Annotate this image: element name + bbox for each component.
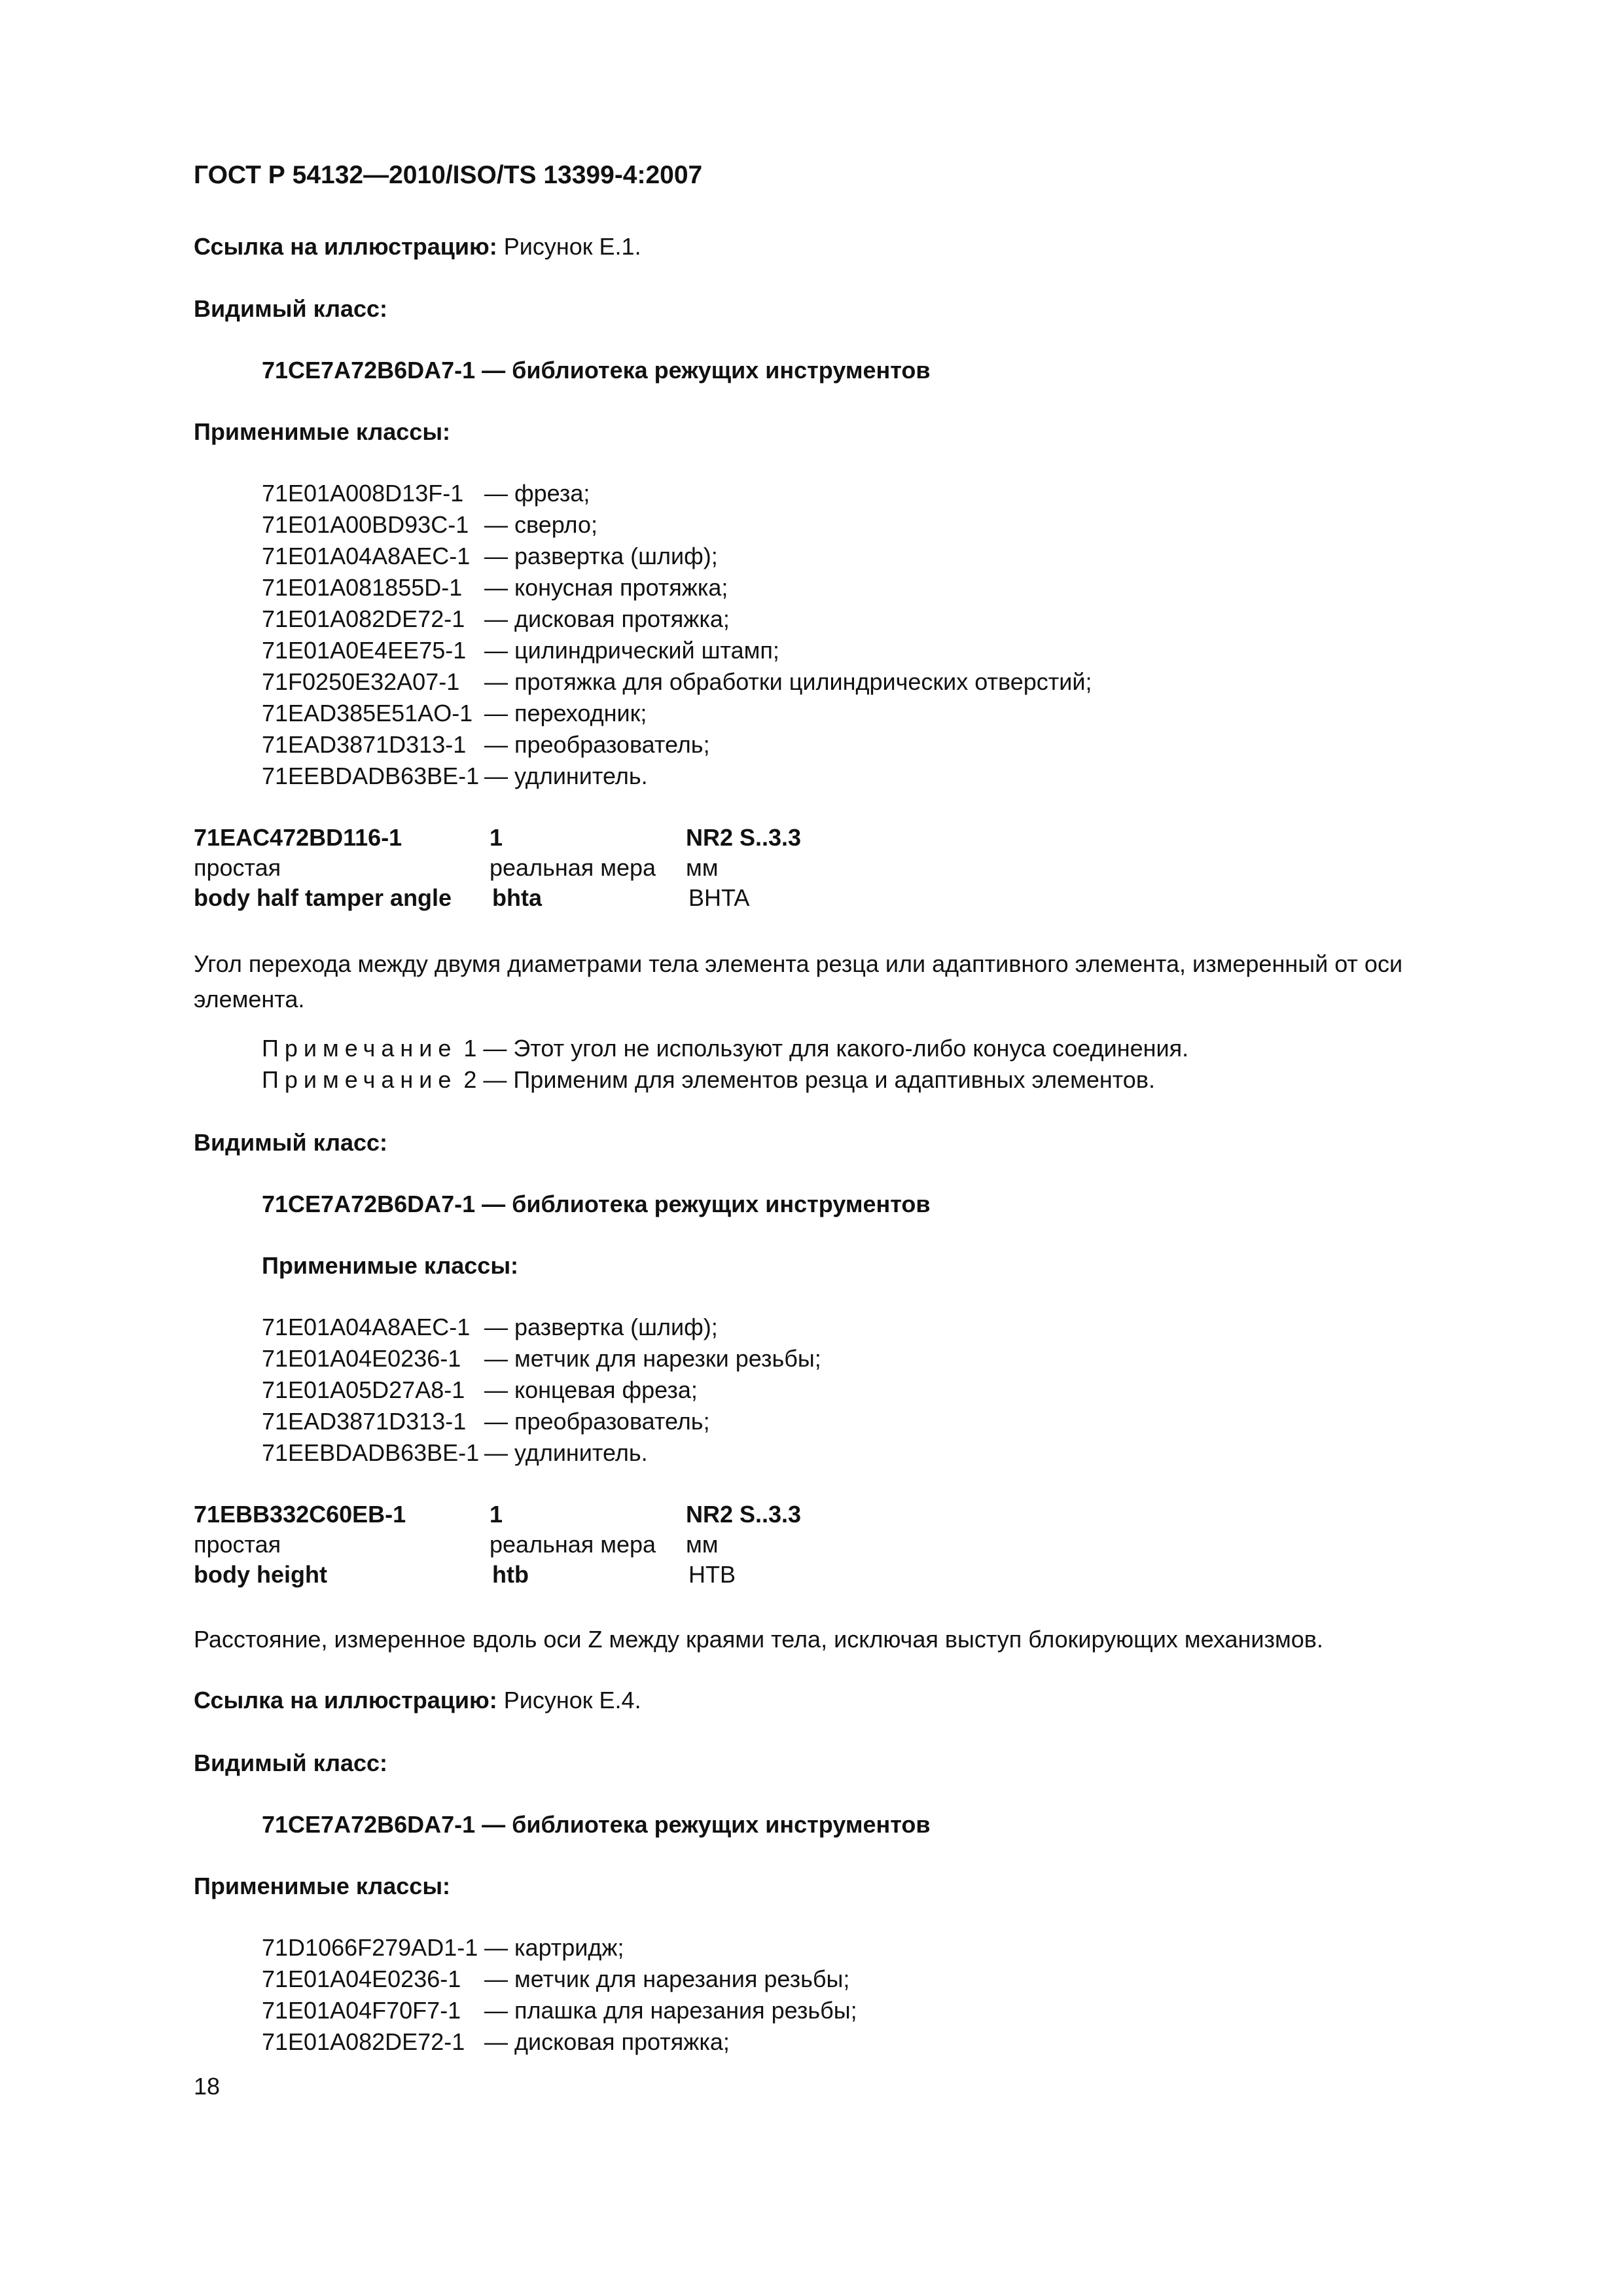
class-code: 71E01A04F70F7-1: [262, 1997, 461, 2024]
class-description: — дисковая протяжка;: [484, 2028, 730, 2055]
class-description: — протяжка для обработки цилиндрических отверстий;: [484, 668, 1092, 695]
note-1: [262, 1033, 1188, 1064]
class-code: 71F0250E32A07-1: [262, 668, 460, 695]
note-text: 2 — Применим для элементов резца и адаптивных элементов.: [463, 1066, 1155, 1093]
property-definition: Угол перехода между двумя диаметрами тела элемента резца или адаптивного элемента, измеренный от оси элемента.: [194, 950, 1403, 1013]
applicable-classes-heading: Применимые классы:: [194, 418, 451, 445]
class-description: — переходник;: [484, 700, 647, 726]
property-code: HTB: [688, 1561, 736, 1588]
class-code: 71D1066F279AD1-1: [262, 1934, 478, 1961]
class-code: 71E01A0E4EE75-1: [262, 637, 467, 664]
class-description: — конусная протяжка;: [484, 574, 728, 601]
class-description: — цилиндрический штамп;: [484, 637, 779, 664]
illustration-reference: [194, 231, 641, 262]
class-code: 71E01A04E0236-1: [262, 1345, 461, 1372]
visible-class-heading: Видимый класс:: [194, 295, 387, 322]
page-number: 18: [194, 2073, 221, 2100]
visible-class-value: 71CE7A72B6DA7-1 — библиотека режущих инструментов: [262, 1811, 931, 1838]
applicable-classes-heading: Применимые классы:: [194, 1873, 451, 1899]
class-description: — развертка (шлиф);: [484, 543, 718, 569]
class-description: — преобразователь;: [484, 731, 710, 758]
property-symbol: htb: [492, 1561, 529, 1588]
illustration-value: Рисунок Е.1.: [497, 233, 641, 260]
class-code: 71E01A00BD93C-1: [262, 511, 469, 538]
class-code: 71E01A05D27A8-1: [262, 1376, 465, 1403]
property-source: NR2 S..3.3: [686, 1501, 802, 1528]
class-description: — фреза;: [484, 480, 590, 507]
note-label: Примечание: [262, 1035, 457, 1062]
property-id: 71EAC472BD116-1: [194, 824, 402, 851]
class-description: — картридж;: [484, 1934, 624, 1961]
note-2: [262, 1064, 1155, 1096]
class-code: 71E01A04A8AEC-1: [262, 543, 471, 569]
visible-class-heading: Видимый класс:: [194, 1129, 387, 1156]
class-description: — плашка для нарезания резьбы;: [484, 1997, 857, 2024]
class-description: — удлинитель.: [484, 1439, 648, 1466]
class-code: 71EEBDADB63BE-1: [262, 1439, 480, 1466]
note-text: 1 — Этот угол не используют для какого-либо конуса соединения.: [463, 1035, 1189, 1062]
class-description: — метчик для нарезания резьбы;: [484, 1965, 850, 1992]
illustration-reference: [194, 1685, 641, 1716]
class-description: — концевая фреза;: [484, 1376, 698, 1403]
class-description: — дисковая протяжка;: [484, 605, 730, 632]
document-header: ГОСТ Р 54132—2010/ISO/TS 13399-4:2007: [194, 161, 703, 189]
class-description: — развертка (шлиф);: [484, 1314, 718, 1340]
class-code: 71E01A082DE72-1: [262, 605, 465, 632]
illustration-value: Рисунок Е.4.: [497, 1687, 641, 1713]
class-description: — удлинитель.: [484, 762, 648, 789]
property-version: 1: [490, 1501, 503, 1528]
class-description: — метчик для нарезки резьбы;: [484, 1345, 821, 1372]
property-id: 71EBB332C60EB-1: [194, 1501, 406, 1528]
property-name: body half tamper angle: [194, 884, 452, 911]
property-version: 1: [490, 824, 503, 851]
property-unit: мм: [686, 1531, 719, 1558]
property-unit: мм: [686, 854, 719, 881]
property-type: простая: [194, 1531, 281, 1558]
class-code: 71EAD3871D313-1: [262, 731, 467, 758]
property-source: NR2 S..3.3: [686, 824, 802, 851]
visible-class-value: 71CE7A72B6DA7-1 — библиотека режущих инструментов: [262, 1191, 931, 1217]
class-code: 71E01A008D13F-1: [262, 480, 464, 507]
applicable-classes-heading: Применимые классы:: [262, 1252, 519, 1279]
property-name: body height: [194, 1561, 327, 1588]
property-code: BHTA: [688, 884, 750, 911]
property-type: простая: [194, 854, 281, 881]
class-code: 71E01A04E0236-1: [262, 1965, 461, 1992]
illustration-label: Ссылка на иллюстрацию:: [194, 233, 497, 260]
class-code: 71EAD3871D313-1: [262, 1408, 467, 1435]
class-description: — сверло;: [484, 511, 597, 538]
class-description: — преобразователь;: [484, 1408, 710, 1435]
visible-class-value: 71CE7A72B6DA7-1 — библиотека режущих инструментов: [262, 357, 931, 384]
property-datatype: реальная мера: [490, 1531, 656, 1558]
property-definition: Расстояние, измеренное вдоль оси Z между краями тела, исключая выступ блокирующих механизмов.: [194, 1626, 1323, 1653]
illustration-label: Ссылка на иллюстрацию:: [194, 1687, 497, 1713]
class-code: 71E01A081855D-1: [262, 574, 463, 601]
class-code: 71E01A082DE72-1: [262, 2028, 465, 2055]
property-datatype: реальная мера: [490, 854, 656, 881]
class-code: 71E01A04A8AEC-1: [262, 1314, 471, 1340]
visible-class-heading: Видимый класс:: [194, 1749, 387, 1776]
property-symbol: bhta: [492, 884, 542, 911]
class-code: 71EEBDADB63BE-1: [262, 762, 480, 789]
note-label: Примечание: [262, 1066, 457, 1093]
class-code: 71EAD385E51AO-1: [262, 700, 473, 726]
